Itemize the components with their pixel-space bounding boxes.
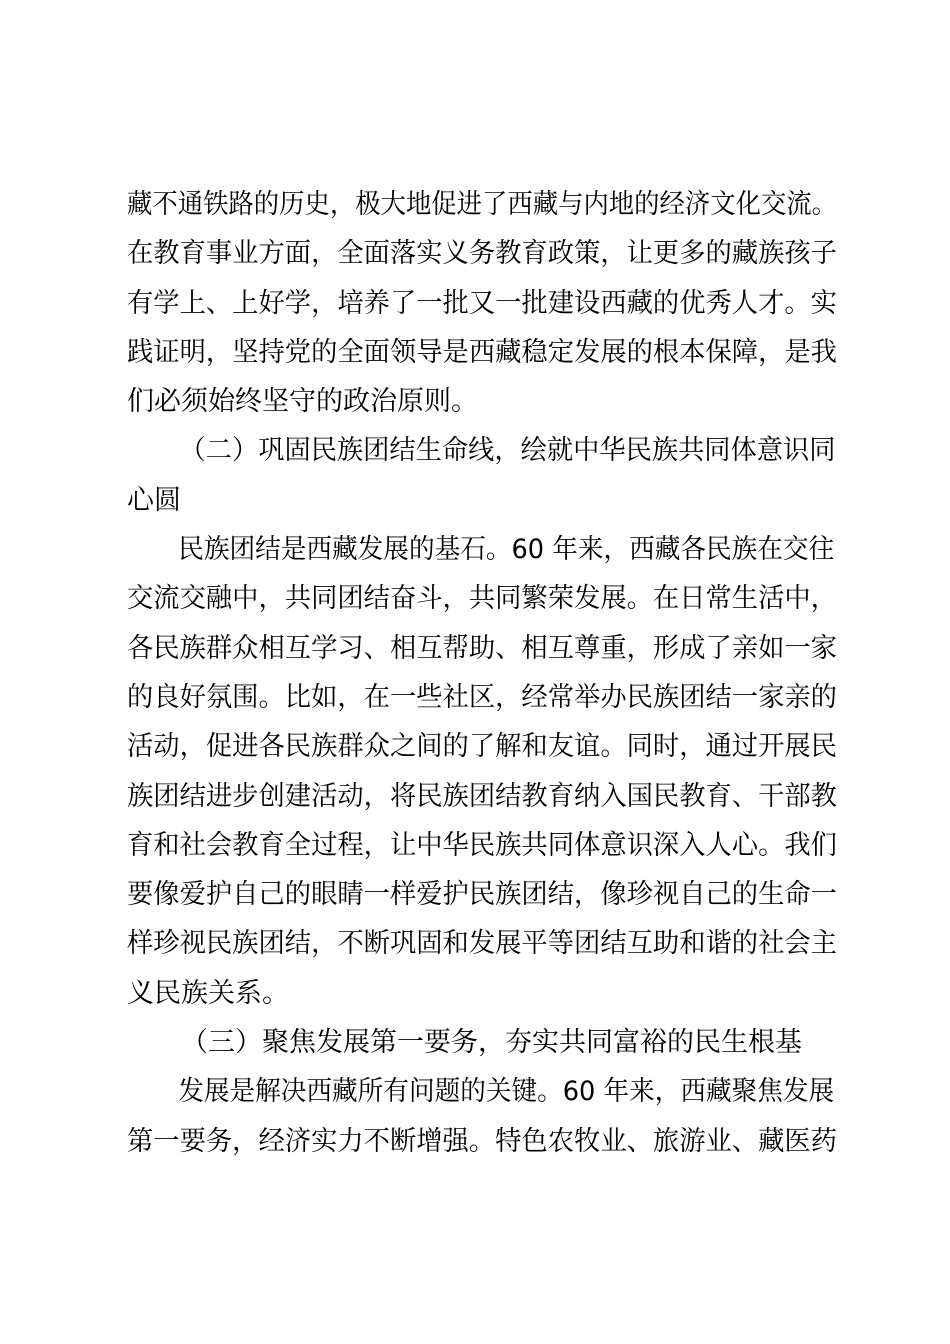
text-line: 发展是解决西藏所有问题的关键。60 年来，西藏聚焦发展 (178, 1076, 835, 1108)
text-line: 在教育事业方面，全面落实义务教育政策，让更多的藏族孩子 (127, 238, 837, 270)
text-line: 民族团结是西藏发展的基石。60 年来，西藏各民族在交往 (178, 534, 835, 566)
body-paragraph (127, 1067, 837, 1166)
text-line: 有学上、上好学，培养了一批又一批建设西藏的优秀人才。实 (127, 287, 837, 319)
section-heading (127, 1018, 837, 1067)
text-line: 义民族关系。 (127, 977, 289, 1009)
text-line: 活动，促进各民族群众之间的了解和友谊。同时，通过开展民 (127, 731, 837, 763)
text-line: 的良好氛围。比如，在一些社区，经常举办民族团结一家亲的 (127, 681, 837, 713)
text-line: 藏不通铁路的历史，极大地促进了西藏与内地的经济文化交流。 (127, 189, 838, 220)
text-line: 样珍视民族团结，不断巩固和发展平等团结互助和谐的社会主 (127, 928, 837, 960)
text-line: 族团结进步创建活动，将民族团结教育纳入国民教育、干部教 (127, 780, 837, 812)
text-line: 践证明，坚持党的全面领导是西藏稳定发展的根本保障，是我 (127, 336, 837, 368)
text-line: 第一要务，经济实力不断增强。特色农牧业、旅游业、藏医药 (127, 1125, 837, 1157)
text-line: 交流交融中，共同团结奋斗，共同繁荣发展。在日常生活中， (127, 583, 837, 615)
body-paragraph (127, 525, 837, 1018)
text-line: （二）巩固民族团结生命线，绘就中华民族共同体意识同 (179, 435, 836, 467)
document-body (127, 180, 837, 1166)
text-line: 要像爱护自己的眼睛一样爱护民族团结，像珍视自己的生命一 (127, 879, 837, 911)
text-line: 各民族群众相互学习、相互帮助、相互尊重，形成了亲如一家 (127, 632, 837, 664)
section-heading (127, 426, 837, 525)
text-line: 们必须始终坚守的政治原则。 (127, 386, 478, 418)
text-line: 育和社会教育全过程，让中华民族共同体意识深入人心。我们 (127, 829, 837, 861)
text-line: 心圆 (127, 484, 181, 516)
text-line: （三）聚焦发展第一要务，夯实共同富裕的民生根基 (181, 1027, 802, 1059)
body-paragraph (127, 180, 837, 426)
